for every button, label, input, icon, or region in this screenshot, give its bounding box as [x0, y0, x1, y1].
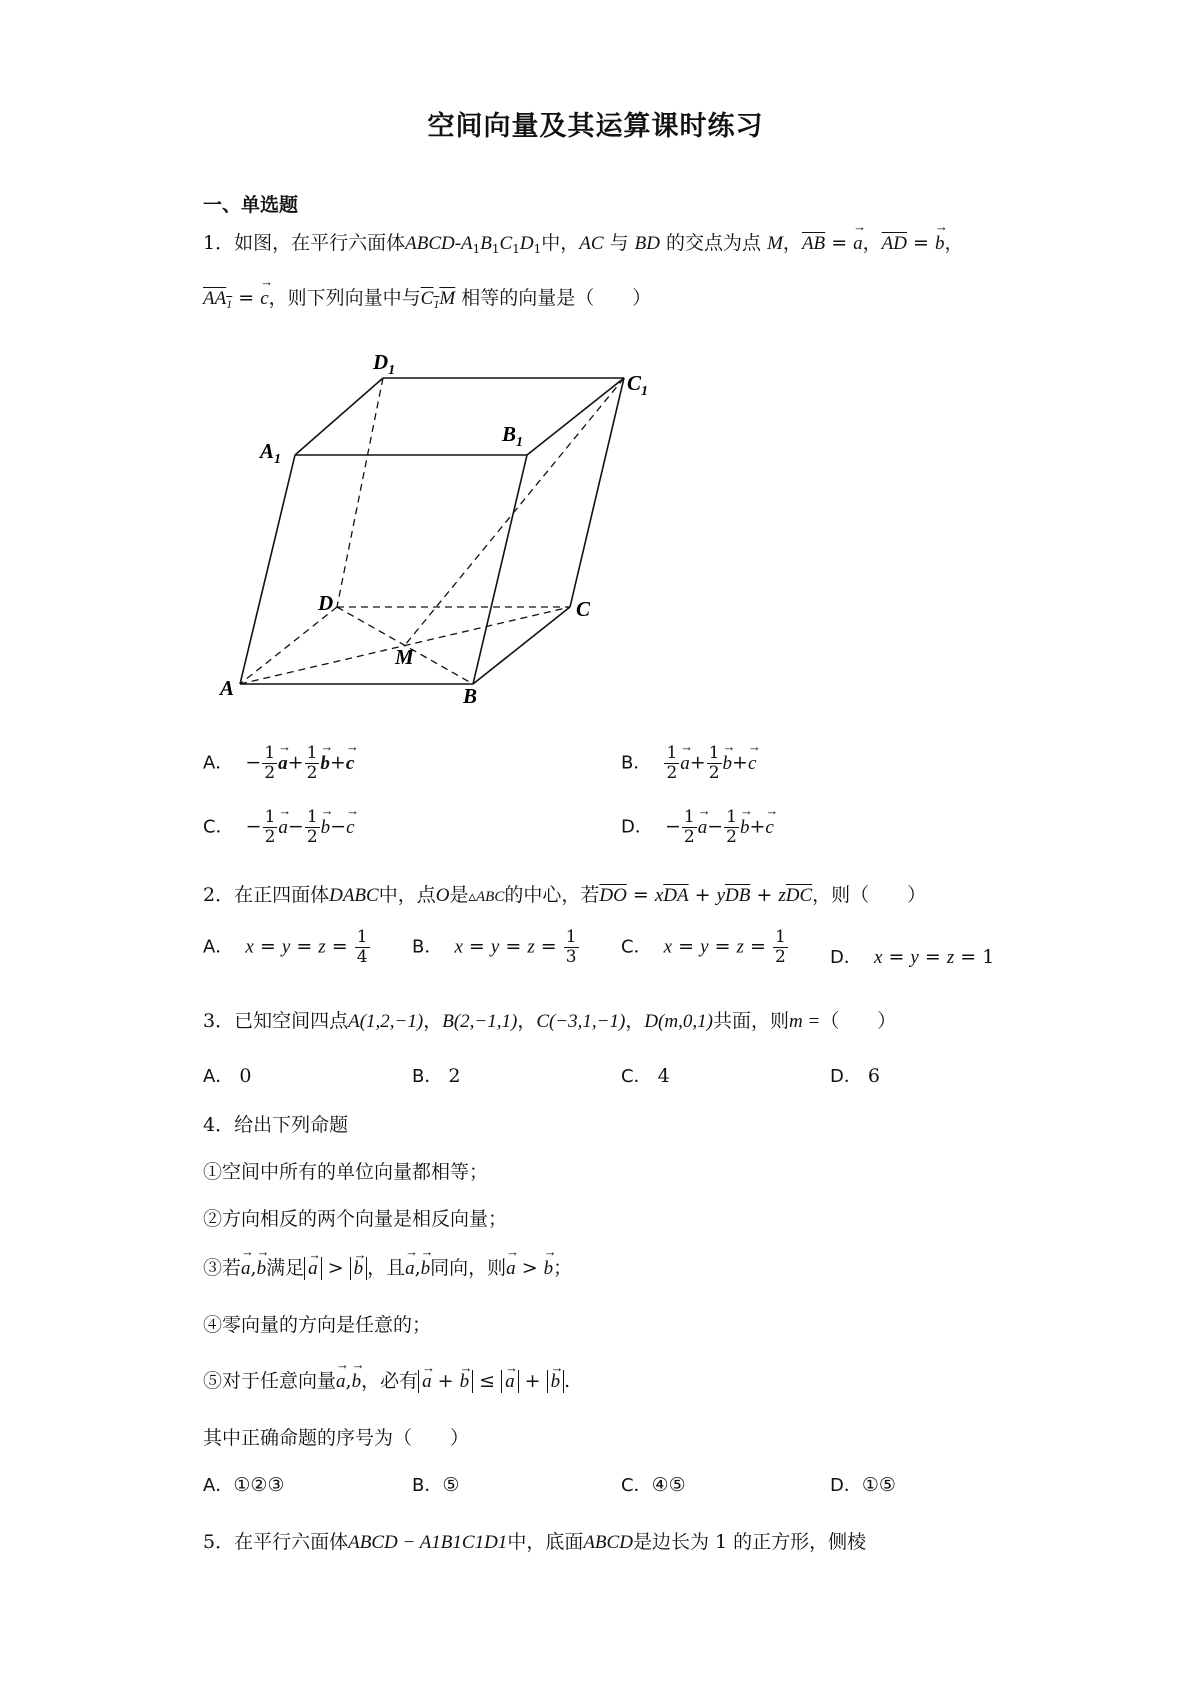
q2-option-b[interactable]: B． x = y = z = $\frac{1}{3}$ [412, 927, 577, 967]
q4-ask: 其中正确命题的序号为（ ） [203, 1427, 470, 1449]
q5-stem: 5．在平行六面体ABCD − A1B1C1D1中，底面ABCD是边长为 1 的正方形，侧棱 [203, 1531, 867, 1553]
q3-option-a[interactable]: A． 0 [203, 1065, 252, 1087]
q3-option-d[interactable]: D． 6 [830, 1065, 881, 1087]
label-D: D [318, 591, 334, 615]
q1-option-c[interactable]: C． − $\frac{1}{2}$ → a− $\frac{1}{2}$ → b−→ c [203, 808, 355, 847]
vector-C1M: $C_1M$ [420, 288, 456, 311]
edge-B1B [473, 455, 527, 684]
q1-option-d[interactable]: D． − $\frac{1}{2}$ → a− $\frac{1}{2}$ → b+→ c [621, 808, 774, 847]
q1-number: 1． [203, 232, 235, 254]
q4-option-d[interactable]: D．①⑤ [830, 1474, 896, 1496]
q4-option-a[interactable]: A．①②③ [203, 1474, 285, 1496]
q1-option-a[interactable]: A． − $\frac{1}{2}$ → a+ $\frac{1}{2}$ → b+→ c [203, 744, 354, 783]
label-A1: $A_1$ [260, 439, 282, 467]
q4-prop-2: ②方向相反的两个向量是相反向量； [203, 1208, 508, 1230]
q4-option-b[interactable]: B．⑤ [412, 1474, 460, 1496]
q3-stem: 3．已知空间四点A(1,2,−1)，B(2,−1,1)，C(−3,1,−1)，D(m,0,1)共面，则m =（ ） [203, 1010, 897, 1032]
vector-a: → a [853, 233, 863, 255]
vector-c: → c [260, 288, 268, 310]
edge-A1A [240, 455, 295, 684]
q1-text: 如图，在平行六面体 [234, 232, 406, 254]
q2-stem: 2．在正四面体DABC中，点O是▵ABC的中心，若$\overline{DO} = x\overline{DA} + y\overline{DB} + z\overline{DC}$，则（ ） [203, 884, 927, 906]
edge-C1C [570, 378, 624, 607]
q1-line2: $AA_1$ = → c，则下列向量中与$C_1M$ 相等的向量是（ ） [203, 283, 651, 312]
q4-prop-1: ①空间中所有的单位向量都相等； [203, 1161, 489, 1183]
vector-b: → b [935, 233, 945, 255]
label-D1: $D_1$ [373, 350, 396, 378]
label-B: B [463, 684, 478, 708]
segment-C1M [405, 378, 624, 645]
q4-option-c[interactable]: C．④⑤ [621, 1474, 686, 1496]
vector-AD: $\overline{AD}$ [881, 233, 907, 254]
q1-solid: ABCD [405, 233, 455, 254]
label-A: A [220, 676, 235, 700]
label-M: M [395, 645, 414, 669]
q4-prop-3: ③若→ a,→ b满足 → a > → b ，且→ a,→ b同向，则→ a > → b； [203, 1253, 572, 1280]
q3-option-c[interactable]: C． 4 [621, 1065, 670, 1087]
label-C1: $C_1$ [627, 371, 649, 399]
q3-option-b[interactable]: B． 2 [412, 1065, 461, 1087]
vector-AA1: $AA_1$ [203, 288, 233, 311]
q2-option-a[interactable]: A． x = y = z = $\frac{1}{4}$ [203, 927, 368, 967]
q1-option-b[interactable]: B． $\frac{1}{2}$ → a+ $\frac{1}{2}$ → b+→ c [621, 744, 756, 783]
q4-prop-5: ⑤对于任意向量→ a,→ b，必有 → a + → b ≤ → a + → b . [203, 1366, 570, 1393]
edge-B1C1 [527, 378, 624, 455]
section-heading: 一、单选题 [203, 194, 299, 216]
q2-option-c[interactable]: C． x = y = z = $\frac{1}{2}$ [621, 927, 786, 967]
q1-line1: 1．如图，在平行六面体ABCD-$A_1B_1C_1D_1$中，AC 与 BD 的交点为点 M，$\overline{AB}$ = → a，$\overline{AD}$ = → b， [203, 228, 964, 256]
label-B1: $B_1$ [502, 422, 524, 450]
page-title: 空间向量及其运算课时练习 [427, 111, 764, 142]
label-C: C [576, 597, 591, 621]
q2-option-d[interactable]: D． x = y = z = 1 [830, 946, 995, 968]
vector-AB: $\overline{AB}$ [801, 233, 826, 254]
q4-stem: 4．给出下列命题 [203, 1114, 349, 1136]
q4-prop-4: ④零向量的方向是任意的； [203, 1314, 432, 1336]
